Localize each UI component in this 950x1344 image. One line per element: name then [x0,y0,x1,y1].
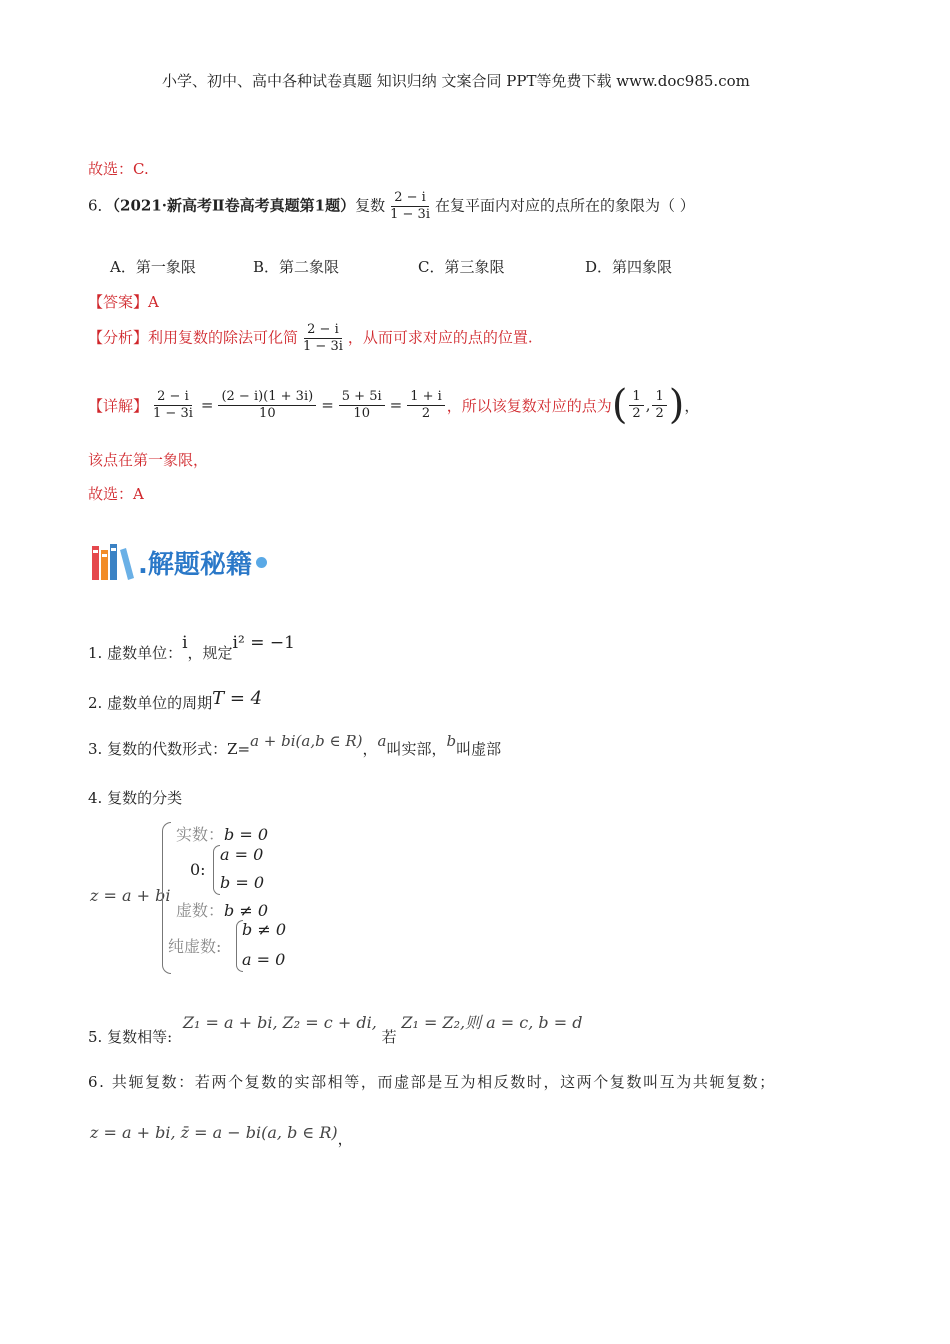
analysis-line [88,322,533,355]
detail-line [88,382,700,428]
cls-zero-label: 0: [190,860,206,879]
answer-line: 【答案】A [88,293,159,311]
option-text: 第一象限 [135,258,196,276]
item-2-equation: T = 4 [212,688,263,709]
cls-pure-a: a = 0 [242,950,286,969]
item-2-label: 2. 虚数单位的周期 [88,694,213,712]
fraction-numerator: 1 [652,389,666,406]
item-1-mid: ，规定 [187,644,233,662]
fraction-numerator: 1 [629,389,643,406]
cls-imag-eq: b ≠ 0 [224,901,269,920]
fraction-numerator: 2 − i [154,389,192,406]
quadrant-line: 该点在第一象限， [88,451,209,469]
section-banner [90,542,267,582]
fraction-numerator: 5 + 5i [339,389,385,406]
equals-sign: = [321,396,334,414]
option-letter: B． [253,258,280,276]
question-source: （2021·新高考Ⅱ卷高考真题第1题） [112,196,356,215]
option-a [110,256,196,277]
question-number: 6． [88,196,113,215]
cls-real-label: 实数： [176,825,225,844]
equals-sign: = [389,396,403,414]
option-text: 第四象限 [612,258,673,276]
right-paren-icon: ) [668,382,685,428]
analysis-text-a: 利用复数的除法可化简 [148,328,299,347]
books-icon [90,542,136,582]
question-text-b: 在复平面内对应的点所在的象限为（ ） [434,196,695,215]
point-x [629,389,643,422]
item-6-expression: z = a + bi, z̄ = a − bi(a, b ∈ R) [90,1123,338,1142]
cls-imag [176,898,268,921]
question-6-stem [88,190,695,223]
dot-icon [256,557,267,568]
item-1 [88,632,295,662]
prev-answer-line: 故选：C. [88,160,149,178]
analysis-label: 【分析】 [88,328,149,347]
option-b [253,256,339,277]
item-2 [88,688,263,712]
item-3-expression: a + bi(a,b ∈ R) [250,732,363,750]
cls-zero-b: b = 0 [220,873,264,892]
imaginary-unit: i [182,633,188,653]
fraction-denominator: 2 [632,405,641,421]
analysis-fraction [300,322,346,355]
item-6-label: 6. 共轭复数：若两个复数的实部相等，而虚部是互为相反数时，这两个复数叫互为共轭复数； [88,1073,776,1091]
equals-sign: = [200,396,214,414]
option-letter: D． [585,258,613,276]
question-fraction [387,190,433,223]
detail-fraction-2 [218,389,316,422]
item-6-expression-line [90,1122,353,1148]
cls-real [176,822,268,845]
item-4-label: 4. 复数的分类 [88,789,183,807]
zero-brace-icon [213,845,220,895]
detail-tail: ， [684,396,700,415]
detail-text: ，所以该复数对应的点为 [446,396,612,415]
item-3-a: a [377,732,387,750]
cls-zero-a: a = 0 [220,845,264,864]
analysis-text-b: ，从而可求对应的点的位置. [347,328,533,347]
item-3: 3. 复数的代数形式：Z=a + bi(a,b ∈ R)，a叫实部，b叫虚部 [88,732,502,758]
fraction-denominator: 10 [353,405,370,421]
cls-pure-label: 纯虚数: [168,937,222,956]
detail-fraction-1 [150,389,196,422]
fraction-denominator: 1 − 3i [390,207,430,222]
option-letter: C． [418,258,445,276]
comma: , [645,396,651,414]
fraction-numerator: 2 − i [304,322,342,339]
left-paren-icon: ( [611,382,628,428]
detail-fraction-4 [407,389,445,422]
question-text-a: 复数 [355,196,386,215]
fraction-numerator: 2 − i [391,190,429,207]
option-c [418,256,505,277]
fraction-denominator: 1 − 3i [303,339,343,354]
fraction-denominator: 2 [421,405,431,421]
choose-line: 故选：A [88,485,144,503]
item-1-label: 1. 虚数单位： [88,644,183,662]
cls-z: z = a + bi [90,886,171,905]
option-d [585,256,672,277]
item-3-b: b [446,732,457,750]
point-y [652,389,666,422]
page-header: 小学、初中、高中各种试卷真题 知识归纳 文案合同 PPT等免费下载 www.doc985.com [162,72,750,90]
detail-fraction-3 [339,389,385,422]
item-5 [88,1010,583,1046]
fraction-numerator: (2 − i)(1 + 3i) [218,389,316,406]
option-letter: A． [110,258,136,276]
cls-pure-b: b ≠ 0 [242,920,286,939]
item-3-label: 3. 复数的代数形式：Z= [88,740,251,758]
cls-imag-label: 虚数： [176,901,225,920]
section-title: .解题秘籍 [138,549,252,580]
fraction-denominator: 1 − 3i [153,405,193,421]
option-text: 第三象限 [444,258,505,276]
item-5-expression: Z₁ = a + bi, Z₂ = c + di, [182,1013,377,1032]
item-3-b-text: 叫虚部 [456,740,502,758]
item-6-tail: ， [337,1130,353,1148]
detail-label: 【详解】 [88,396,149,415]
fraction-denominator: 2 [655,405,664,421]
item-1-equation: i² = −1 [232,633,295,653]
item-5-condition: Z₁ = Z₂,则 a = c, b = d [401,1013,583,1032]
option-text: 第二象限 [279,258,340,276]
point-coordinates [611,382,685,428]
fraction-numerator: 1 + i [407,389,445,406]
item-5-if: 若 [381,1028,397,1046]
cls-real-eq: b = 0 [224,825,269,844]
fraction-denominator: 10 [259,405,276,421]
item-3-a-text: 叫实部， [386,740,447,758]
item-5-label: 5. 复数相等: [88,1028,173,1046]
